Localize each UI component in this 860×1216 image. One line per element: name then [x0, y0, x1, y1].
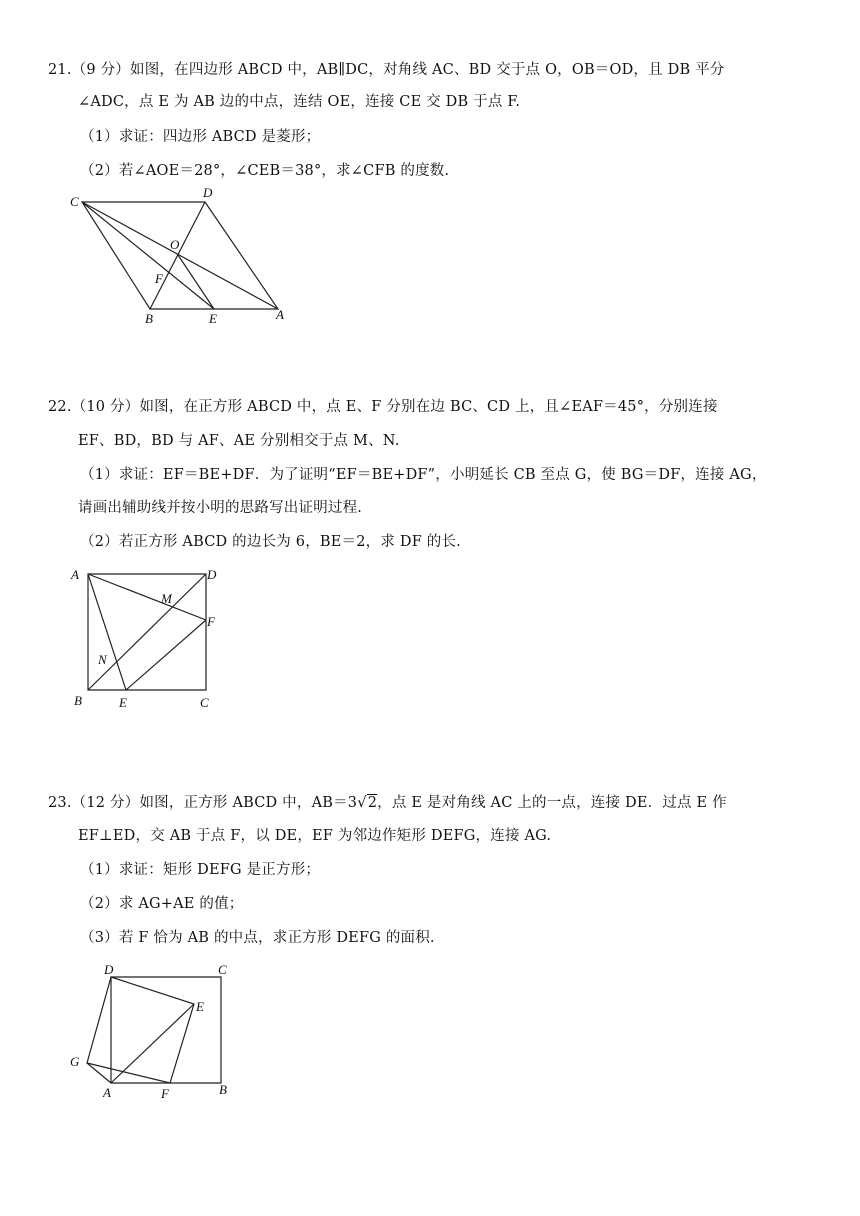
square-defg: [87, 977, 194, 1083]
segment-ae: [88, 574, 126, 690]
label-a: A: [71, 567, 79, 582]
label-c: C: [200, 695, 209, 710]
problem-23-part-2: （2）求 AG+AE 的值；: [80, 896, 244, 912]
label-e: E: [209, 311, 217, 326]
problem-23-statement-line-2: EF⊥ED，交 AB 于点 F，以 DE，EF 为邻边作矩形 DEFG，连接 AG.: [78, 828, 552, 844]
label-n: N: [98, 652, 107, 667]
label-c: C: [70, 194, 79, 209]
segment-af: [88, 574, 206, 620]
problem-22-statement-line-2: EF、BD，BD 与 AF、AE 分别相交于点 M、N.: [78, 433, 400, 449]
label-b: B: [145, 311, 153, 326]
problem-23-part-3: （3）若 F 恰为 AB 的中点，求正方形 DEFG 的面积.: [80, 930, 435, 946]
rhombus-abcd: [82, 202, 278, 309]
problem-23-statement-line-1: 23.（12 分）如图，正方形 ABCD 中，AB＝3√2，点 E 是对角线 AC 上的一点，连接 DE．过点 E 作: [48, 795, 727, 811]
label-o: O: [170, 237, 180, 252]
label-d: D: [207, 567, 217, 582]
problem-score: （12 分）: [71, 795, 140, 811]
label-g: G: [70, 1054, 80, 1069]
diagonal-bd: [88, 574, 206, 690]
statement-text: 如图，在正方形 ABCD 中，点 E、F 分别在边 BC、CD 上，且∠EAF＝45°，分别连接: [139, 399, 718, 415]
label-a: A: [103, 1085, 111, 1100]
problem-23-part-1: （1）求证：矩形 DEFG 是正方形；: [80, 862, 321, 878]
problem-21-part-1: （1）求证：四边形 ABCD 是菱形；: [80, 129, 321, 145]
problem-22-part-1-line-1: （1）求证：EF＝BE+DF．为了证明“EF＝BE+DF”，小明延长 CB 至点 G，使 BG＝DF，连接 AG，: [80, 467, 767, 483]
problem-number: 21: [48, 62, 67, 78]
label-e: E: [196, 999, 204, 1014]
label-a: A: [276, 307, 284, 322]
label-f: F: [207, 614, 215, 629]
diagonal-ac: [82, 202, 278, 309]
problem-21-statement-line-1: 21.（9 分）如图，在四边形 ABCD 中，AB∥DC，对角线 AC、BD 交于点 O，OB＝OD，且 DB 平分: [48, 62, 725, 78]
sqrt-symbol: √2: [357, 795, 378, 811]
label-b: B: [74, 693, 82, 708]
problem-score: （9 分）: [71, 62, 131, 78]
label-d: D: [104, 962, 114, 977]
label-d: D: [203, 185, 213, 200]
segment-ef: [126, 620, 206, 690]
segment-oe: [178, 255, 214, 309]
problem-21-statement-line-2: ∠ADC，点 E 为 AB 边的中点，连结 OE，连接 CE 交 DB 于点 F.: [78, 94, 521, 110]
statement-text-rest: ，点 E 是对角线 AC 上的一点，连接 DE．过点 E 作: [377, 795, 727, 811]
label-f: F: [155, 271, 163, 286]
segment-ae: [111, 1004, 194, 1083]
label-m: M: [161, 591, 172, 606]
square-abcd: [88, 574, 206, 690]
problem-22-part-1-line-2: 请画出辅助线并按小明的思路写出证明过程.: [78, 500, 363, 516]
label-c: C: [218, 962, 227, 977]
segment-ce: [82, 202, 214, 309]
label-e: E: [119, 695, 127, 710]
sqrt-radicand: 2: [367, 795, 378, 811]
problem-number: 22: [48, 399, 67, 415]
label-f: F: [161, 1086, 169, 1101]
problem-number: 23: [48, 795, 67, 811]
diagonal-bd: [150, 202, 205, 309]
label-b: B: [219, 1082, 227, 1097]
statement-text: 如图，正方形 ABCD 中，AB＝3: [139, 795, 358, 811]
statement-text: 如图，在四边形 ABCD 中，AB∥DC，对角线 AC、BD 交于点 O，OB＝OD，且 DB 平分: [130, 62, 725, 78]
problem-21-part-2: （2）若∠AOE＝28°，∠CEB＝38°，求∠CFB 的度数.: [80, 163, 450, 179]
problem-score: （10 分）: [71, 399, 140, 415]
square-abcd: [111, 977, 221, 1083]
segment-ag: [87, 1063, 111, 1083]
problem-22-part-2: （2）若正方形 ABCD 的边长为 6，BE＝2，求 DF 的长.: [80, 534, 461, 550]
problem-22-statement-line-1: 22.（10 分）如图，在正方形 ABCD 中，点 E、F 分别在边 BC、CD 上，且∠EAF＝45°，分别连接: [48, 399, 718, 415]
